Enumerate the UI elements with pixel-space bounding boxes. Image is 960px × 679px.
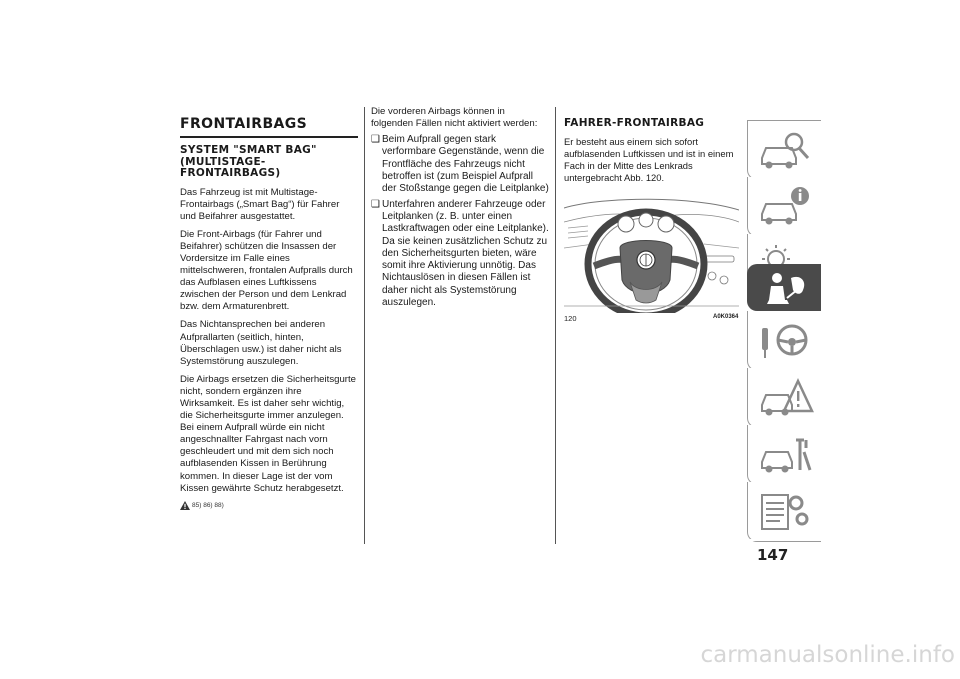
car-info-icon — [758, 184, 814, 230]
seat-airbag-icon — [757, 268, 813, 308]
tab-emergency[interactable] — [747, 368, 821, 428]
tab-car-search[interactable] — [747, 120, 821, 180]
subheading-smart-bag: SYSTEM "SMART BAG" (MULTISTAGE-FRONTAIRBAGS) — [180, 144, 317, 179]
paragraph-intro: Die vorderen Airbags können in folgenden Fällen nicht aktiviert werden: — [371, 106, 538, 130]
paragraph-fahrer: Er besteht aus einem sich sofort aufblasenden Luftkissen und ist in einem Fach in der Mitte des Lenkrads untergebracht Abb. 120. — [564, 135, 734, 183]
checkbox-bullet-icon: ❑ — [371, 198, 380, 210]
paragraph-2: Die Front-Airbags (für Fahrer und Beifahrer) schützen die Insassen der Vordersitze im Falle eines mittelschweren, frontalen Aufpralls durch das Aufblasen eines Luftkissens zwischen der Person und dem Lenkrad bzw. dem Armaturenbrett. — [180, 228, 353, 313]
index-tab-wrapper — [747, 482, 821, 542]
car-search-icon — [758, 128, 814, 174]
column-divider-left — [364, 107, 365, 544]
tab-safety[interactable] — [747, 264, 821, 311]
tab-starting-driving[interactable] — [747, 311, 821, 371]
column-divider-right — [555, 107, 556, 544]
figure-number: 120 — [564, 314, 577, 323]
tab-maintenance[interactable] — [747, 425, 821, 485]
steering-wheel-figure — [564, 188, 739, 321]
paragraph-4: Die Airbags ersetzen die Sicherheitsgurte nicht, sondern ergänzen ihre Wirksamkeit. Es ist daher sehr wichtig, die Sicherheitsgurte immer anzulegen. Bei einem Aufprall würde ein nicht angeschnallter Fahrgast nach vorn geschleudert und mit dem sich noch aufblasenden Kissen in Berührung kommen. In dieser Lage ist der vom Kissen gewährte Schutz herabgesetzt. — [180, 373, 356, 494]
column-2 — [371, 106, 549, 312]
column-3 — [564, 118, 740, 190]
section-heading-frontairbags: FRONTAIRBAGS — [180, 116, 358, 138]
list-item-text: Unterfahren anderer Fahrzeuge oder Leitplanken (z. B. unter einen Lastkraftwagen oder eine Leitplanke). Da sie keinen zusätzlichen Schutz zu den Sicherheitsgurten bieten, wäre somit ihre Aktivierung unnötig. Das Nichtauslösen in diesen Fällen ist daher nicht als Systemstörung auszulegen. — [382, 198, 549, 309]
list-item — [371, 134, 549, 195]
watermark: carmanualsonline.info — [700, 642, 955, 668]
car-warning-triangle-icon — [758, 375, 814, 421]
steering-wheel-illustration — [564, 188, 739, 313]
checkbox-bullet-icon: ❑ — [371, 134, 380, 146]
paragraph-1: Das Fahrzeug ist mit Multistage-Frontairbags („Smart Bag“) für Fahrer und Beifahrer ausgestattet. — [180, 186, 340, 222]
list-item-text: Beim Aufprall gegen stark verformbare Gegenstände, wenn die Frontfläche des Fahrzeugs nicht betroffen ist (zum Beispiel Aufprall der Stoßstange gegen die Leitplanke) — [382, 134, 549, 195]
tab-car-info[interactable] — [747, 177, 821, 237]
key-steering-wheel-icon — [758, 318, 814, 364]
list-item — [371, 199, 549, 310]
warning-triangle-icon — [180, 501, 190, 510]
warning-reference — [180, 501, 358, 510]
figure-code: A0K0364 — [713, 314, 739, 320]
column-1 — [180, 145, 358, 510]
car-tools-icon — [758, 432, 814, 478]
section-heading-fahrer-frontairbag: FAHRER-FRONTAIRBAG — [564, 117, 705, 129]
warning-refs-text: 85) 86) 88) — [192, 501, 224, 509]
paragraph-3: Das Nichtansprechen bei anderen Aufprallarten (seitlich, hinten, Überschlagen usw.) ist daher nicht als Systemstörung auszulegen. — [180, 319, 342, 367]
page-number: 147 — [757, 546, 789, 564]
